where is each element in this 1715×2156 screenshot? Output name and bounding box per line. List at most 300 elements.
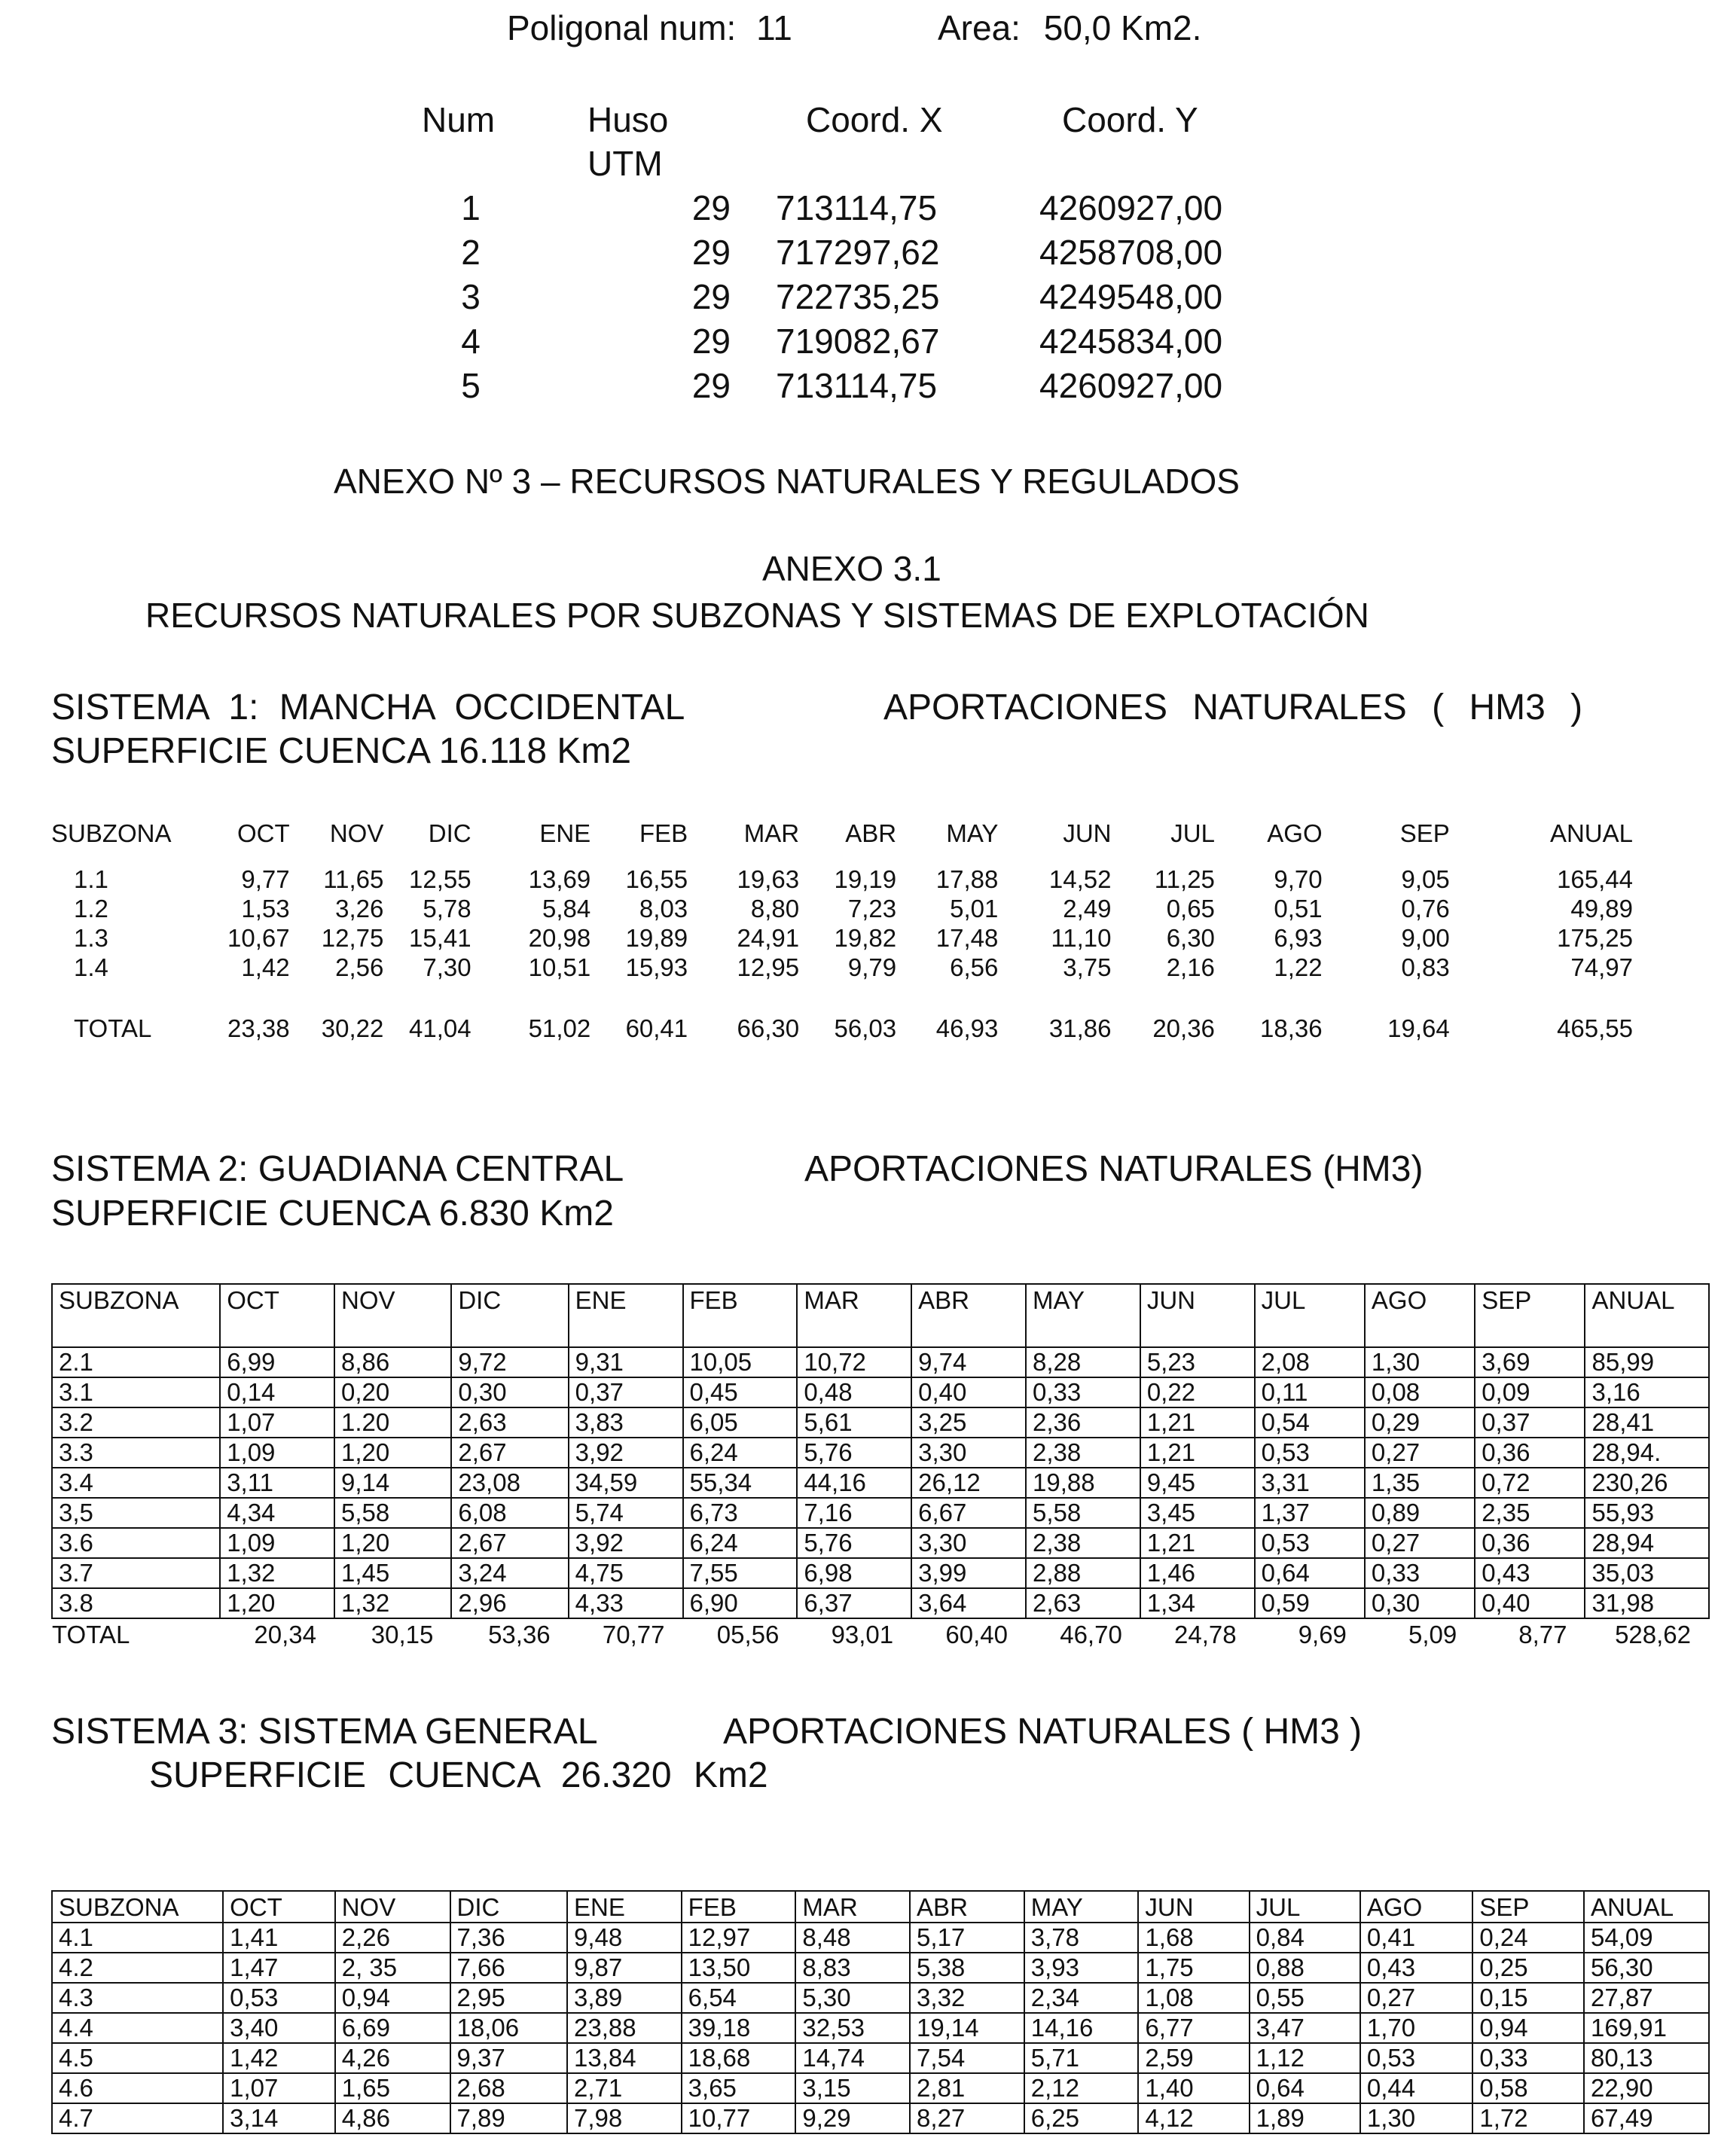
table-cell: 0,40: [911, 1377, 1026, 1407]
table-cell: 5,38: [910, 1953, 1024, 1983]
table-cell: 0,14: [220, 1377, 334, 1407]
column-header: ANUAL: [1584, 1891, 1709, 1923]
table-cell: 7,54: [910, 2043, 1024, 2073]
table-cell: 12,75: [321, 923, 384, 952]
table-cell: 0,41: [1360, 1923, 1472, 1953]
table-cell: 6,73: [683, 1498, 798, 1528]
table-cell: 11,10: [1051, 923, 1112, 952]
table-cell: 7,23: [847, 894, 897, 922]
table-cell: 7,55: [683, 1558, 798, 1588]
table-cell: 18,68: [682, 2043, 796, 2073]
table-cell: 9,87: [567, 1953, 682, 1983]
table-cell: 6,98: [797, 1558, 911, 1588]
sistema2-title: SISTEMA 2: GUADIANA CENTRAL: [51, 1149, 624, 1189]
table-cell: 1,07: [223, 2073, 335, 2103]
table-cell: 39,18: [682, 2013, 796, 2043]
table-cell: 19,63: [737, 865, 800, 893]
table-cell: 5,84: [542, 894, 591, 922]
table-cell: 67,49: [1584, 2103, 1709, 2133]
table-cell: 74,97: [1570, 953, 1633, 981]
table-cell: 1,89: [1250, 2103, 1360, 2133]
table-cell: 5,61: [797, 1407, 911, 1438]
coordinate-cell: 5: [461, 366, 481, 405]
table-cell: 2,12: [1024, 2073, 1139, 2103]
poligonal-area-value: 50,0 Km2.: [1043, 8, 1202, 47]
table-cell: 11,25: [1154, 865, 1215, 893]
total-cell: 20,34: [254, 1621, 317, 1648]
column-header: MAY: [1024, 1891, 1139, 1923]
column-header: NOV: [335, 1891, 450, 1923]
table-cell: 80,13: [1584, 2043, 1709, 2073]
col-header-coord-x: Coord. X: [806, 100, 943, 139]
table-cell: 2,88: [1026, 1558, 1140, 1588]
table-cell: 6,25: [1024, 2103, 1139, 2133]
column-header: JUL: [1170, 819, 1215, 847]
table-cell: 4.2: [52, 1953, 223, 1983]
column-header: NOV: [329, 819, 384, 847]
table-cell: 2,08: [1255, 1347, 1365, 1377]
table-cell: 17,88: [935, 865, 999, 893]
table-cell: 6,54: [682, 1983, 796, 2013]
table-cell: 6,30: [1166, 923, 1215, 952]
column-header: FEB: [683, 1284, 798, 1347]
coordinates-body: [422, 184, 1265, 406]
table-cell: 3,64: [911, 1588, 1026, 1618]
table-cell: 1,32: [220, 1558, 334, 1588]
column-header: AGO: [1365, 1284, 1475, 1347]
table-cell: 1,30: [1360, 2103, 1472, 2133]
anexo-subtitle: ANEXO 3.1: [762, 549, 941, 588]
table-cell: 2,68: [450, 2073, 567, 2103]
table-cell: 3,16: [1585, 1377, 1709, 1407]
table-cell: 0,24: [1472, 1923, 1584, 1953]
table-cell: 2,16: [1166, 953, 1215, 981]
coordinate-cell: 29: [691, 322, 731, 361]
table-cell: 0,94: [1472, 2013, 1584, 2043]
total-cell: 66,30: [737, 1014, 800, 1042]
table-cell: 1.4: [74, 953, 108, 981]
table-cell: 26,12: [911, 1468, 1026, 1498]
table-cell: 0,30: [451, 1377, 568, 1407]
table-cell: 32,53: [795, 2013, 910, 2043]
table-cell: 8,83: [795, 1953, 910, 1983]
coordinates-header-row-2: [422, 140, 1265, 184]
table-cell: 1,07: [220, 1407, 334, 1438]
column-header: DIC: [450, 1891, 567, 1923]
table-cell: 0,08: [1365, 1377, 1475, 1407]
column-header: ABR: [910, 1891, 1024, 1923]
table-cell: 3,78: [1024, 1923, 1139, 1953]
table-cell: 6,05: [683, 1407, 798, 1438]
sistema3-title: SISTEMA 3: SISTEMA GENERAL: [51, 1712, 598, 1752]
table-cell: 5,74: [569, 1498, 683, 1528]
table-cell: 9,31: [569, 1347, 683, 1377]
table-cell: 4,33: [569, 1588, 683, 1618]
table-cell: 1,72: [1472, 2103, 1584, 2133]
table-cell: 8,27: [910, 2103, 1024, 2133]
table-cell: 3.1: [52, 1377, 220, 1407]
coordinate-cell: 1: [461, 188, 481, 227]
table-cell: 2,95: [450, 1983, 567, 2013]
total-cell: 23,38: [227, 1014, 290, 1042]
table-cell: 1,65: [335, 2073, 450, 2103]
table-cell: 0,37: [1475, 1407, 1585, 1438]
sistema3-table: [51, 1890, 1710, 2134]
table-cell: 4.5: [52, 2043, 223, 2073]
total-cell: 24,78: [1174, 1621, 1237, 1648]
table-cell: 9,05: [1401, 865, 1450, 893]
table-cell: 0,83: [1401, 953, 1450, 981]
table-cell: 14,16: [1024, 2013, 1139, 2043]
table-cell: 2,34: [1024, 1983, 1139, 2013]
table-cell: 24,91: [737, 923, 800, 952]
table-cell: 2, 35: [335, 1953, 450, 1983]
table-cell: 2,56: [335, 953, 384, 981]
table-cell: 0,33: [1472, 2043, 1584, 2073]
table-cell: 28,41: [1585, 1407, 1709, 1438]
table-cell: 6,67: [911, 1498, 1026, 1528]
total-cell: 46,93: [935, 1014, 999, 1042]
table-cell: 8,03: [639, 894, 688, 922]
table-cell: 5,58: [1026, 1498, 1140, 1528]
table-cell: 0,55: [1250, 1983, 1360, 2013]
table-cell: 3,92: [569, 1528, 683, 1558]
total-cell: 70,77: [602, 1621, 665, 1648]
coordinate-cell: 717297,62: [776, 233, 940, 272]
col-header-utm: UTM: [587, 144, 663, 183]
coordinate-cell: 3: [461, 277, 481, 316]
table-row: [51, 953, 1633, 982]
column-header: AGO: [1360, 1891, 1472, 1923]
table-cell: 0,27: [1365, 1528, 1475, 1558]
poligonal-area-label: Area:: [938, 8, 1021, 47]
coordinates-header-row: [422, 96, 1265, 140]
table-cell: 3.3: [52, 1438, 220, 1468]
table-cell: 15,93: [625, 953, 688, 981]
coordinate-cell: 29: [691, 366, 731, 405]
table-cell: 2,38: [1026, 1528, 1140, 1558]
table-cell: 0,51: [1274, 894, 1323, 922]
table-cell: 0,88: [1250, 1953, 1360, 1983]
table-cell: 9,72: [451, 1347, 568, 1377]
table-cell: 6,77: [1138, 2013, 1249, 2043]
column-header: ENE: [567, 1891, 682, 1923]
table-cell: 0,53: [223, 1983, 335, 2013]
table-cell: 0,65: [1166, 894, 1215, 922]
table-cell: 0,64: [1250, 2073, 1360, 2103]
table-cell: 9,74: [911, 1347, 1026, 1377]
table-cell: 23,08: [451, 1468, 568, 1498]
total-cell: 30,15: [371, 1621, 434, 1648]
table-cell: 27,87: [1584, 1983, 1709, 2013]
column-header: SEP: [1475, 1284, 1585, 1347]
anexo-subheading: RECURSOS NATURALES POR SUBZONAS Y SISTEMAS DE EXPLOTACIÓN: [145, 596, 1369, 635]
table-cell: 1,08: [1138, 1983, 1249, 2013]
total-cell: 19,64: [1387, 1014, 1450, 1042]
table-cell: 0,37: [569, 1377, 683, 1407]
table-row: [52, 2043, 1709, 2073]
table-row: [52, 1377, 1709, 1407]
table-cell: 23,88: [567, 2013, 682, 2043]
table-cell: 6,99: [220, 1347, 334, 1377]
table-cell: 1,20: [334, 1528, 451, 1558]
table-cell: 8,86: [334, 1347, 451, 1377]
total-cell: 31,86: [1048, 1014, 1112, 1042]
table-cell: 3,5: [52, 1498, 220, 1528]
table-cell: 4.3: [52, 1983, 223, 2013]
table-cell: 3,32: [910, 1983, 1024, 2013]
coordinates-table: [422, 96, 1265, 406]
table-cell: 2.1: [52, 1347, 220, 1377]
table-cell: 1,34: [1140, 1588, 1255, 1618]
table-cell: 1,70: [1360, 2013, 1472, 2043]
column-header: OCT: [220, 1284, 334, 1347]
coordinate-row: [422, 361, 1265, 406]
table-cell: 9,79: [847, 953, 897, 981]
table-cell: 0,29: [1365, 1407, 1475, 1438]
table-cell: 0,30: [1365, 1588, 1475, 1618]
table-cell: 2,49: [1063, 894, 1112, 922]
table-cell: 5,23: [1140, 1347, 1255, 1377]
total-cell: 60,40: [945, 1621, 1008, 1648]
total-cell: 05,56: [716, 1621, 780, 1648]
column-header: MAY: [1026, 1284, 1140, 1347]
table-row: [52, 2013, 1709, 2043]
table-cell: 5,78: [423, 894, 471, 922]
coordinate-cell: 722735,25: [776, 277, 940, 316]
table-cell: 0,27: [1365, 1438, 1475, 1468]
table-cell: 3,45: [1140, 1498, 1255, 1528]
coordinate-cell: 29: [691, 277, 731, 316]
sistema1-aportaciones: APORTACIONES NATURALES ( HM3 ): [883, 688, 1583, 727]
table-cell: 3,93: [1024, 1953, 1139, 1983]
table-cell: 9,37: [450, 2043, 567, 2073]
table-cell: 1,32: [334, 1588, 451, 1618]
table-cell: 1,30: [1365, 1347, 1475, 1377]
table-cell: 13,50: [682, 1953, 796, 1983]
table-cell: 0,89: [1365, 1498, 1475, 1528]
column-header: JUN: [1140, 1284, 1255, 1347]
column-header: JUN: [1063, 819, 1112, 847]
coordinate-cell: 4: [461, 322, 481, 361]
table-cell: 31,98: [1585, 1588, 1709, 1618]
total-cell: 20,36: [1152, 1014, 1215, 1042]
table-cell: 5,71: [1024, 2043, 1139, 2073]
column-header: FEB: [639, 819, 688, 847]
table-cell: 9,00: [1401, 923, 1450, 952]
table-cell: 35,03: [1585, 1558, 1709, 1588]
table-cell: 4,12: [1138, 2103, 1249, 2133]
table-cell: 0,43: [1475, 1558, 1585, 1588]
table-cell: 4,26: [335, 2043, 450, 2073]
table-cell: 1,42: [241, 953, 290, 981]
table-cell: 2,71: [567, 2073, 682, 2103]
coordinate-cell: 29: [691, 233, 731, 272]
table-cell: 19,88: [1026, 1468, 1140, 1498]
table-row: [51, 923, 1633, 953]
table-cell: 20,98: [528, 923, 591, 952]
column-header: OCT: [236, 819, 290, 847]
table-cell: 10,72: [797, 1347, 911, 1377]
total-cell: 93,01: [831, 1621, 894, 1648]
table-cell: 1,12: [1250, 2043, 1360, 2073]
table-cell: 0,48: [797, 1377, 911, 1407]
sistema1-superficie: SUPERFICIE CUENCA 16.118 Km2: [51, 731, 632, 771]
table-cell: 1,42: [223, 2043, 335, 2073]
table-cell: 5,01: [950, 894, 999, 922]
column-header: DIC: [428, 819, 471, 847]
coordinate-cell: 713114,75: [776, 366, 938, 405]
table-cell: 9,77: [241, 865, 290, 893]
table-cell: 1,09: [220, 1438, 334, 1468]
table-cell: 1,35: [1365, 1468, 1475, 1498]
column-header: SUBZONA: [52, 1284, 220, 1347]
table-cell: 5,76: [797, 1438, 911, 1468]
table-cell: 3,75: [1063, 953, 1112, 981]
table-cell: 7,89: [450, 2103, 567, 2133]
table-cell: 10,51: [528, 953, 591, 981]
column-header: ANUAL: [1585, 1284, 1709, 1347]
table-cell: 22,90: [1584, 2073, 1709, 2103]
table-cell: 1,75: [1138, 1953, 1249, 1983]
table-cell: 1,37: [1255, 1498, 1365, 1528]
table-row: [52, 2103, 1709, 2133]
table-cell: 15,41: [409, 923, 471, 952]
table-row: [52, 1407, 1709, 1438]
table-cell: 6,69: [335, 2013, 450, 2043]
total-cell: 30,22: [321, 1014, 384, 1042]
table-row: [52, 1983, 1709, 2013]
anexo-title: ANEXO Nº 3 – RECURSOS NATURALES Y REGULADOS: [334, 462, 1240, 501]
table-row: [52, 1498, 1709, 1528]
table-cell: 13,84: [567, 2043, 682, 2073]
table-cell: 2,81: [910, 2073, 1024, 2103]
table-cell: 3,30: [911, 1438, 1026, 1468]
table-cell: 3.4: [52, 1468, 220, 1498]
table-cell: 3,40: [223, 2013, 335, 2043]
table-cell: 3.7: [52, 1558, 220, 1588]
table-cell: 6,37: [797, 1588, 911, 1618]
table-cell: 0,94: [335, 1983, 450, 2013]
table-cell: 16,55: [625, 865, 688, 893]
table-cell: 2,36: [1026, 1407, 1140, 1438]
table-cell: 6,24: [683, 1528, 798, 1558]
table-cell: 0,09: [1475, 1377, 1585, 1407]
table-cell: 1.2: [74, 894, 108, 922]
table-cell: 2,67: [451, 1528, 568, 1558]
total-label: TOTAL: [52, 1621, 130, 1648]
table-cell: 28,94: [1585, 1528, 1709, 1558]
coordinate-cell: 4245834,00: [1039, 322, 1223, 361]
table-cell: 9,45: [1140, 1468, 1255, 1498]
table-cell: 7,66: [450, 1953, 567, 1983]
table-cell: 230,26: [1585, 1468, 1709, 1498]
coordinate-cell: 4260927,00: [1039, 188, 1223, 227]
table-cell: 3,92: [569, 1438, 683, 1468]
table-cell: 6,93: [1274, 923, 1323, 952]
column-header: SEP: [1399, 819, 1450, 847]
table-cell: 0,33: [1026, 1377, 1140, 1407]
column-header: ANUAL: [1549, 819, 1633, 847]
table-cell: 56,30: [1584, 1953, 1709, 1983]
table-cell: 5,17: [910, 1923, 1024, 1953]
column-header: NOV: [334, 1284, 451, 1347]
table-cell: 3.2: [52, 1407, 220, 1438]
table-cell: 1,21: [1140, 1407, 1255, 1438]
total-cell: 8,77: [1518, 1621, 1567, 1648]
poligonal-header: [507, 8, 792, 48]
column-header: AGO: [1267, 819, 1323, 847]
total-cell: 528,62: [1615, 1621, 1691, 1648]
coordinate-cell: 29: [691, 188, 731, 227]
table-cell: 12,95: [737, 953, 800, 981]
table-cell: 1,09: [220, 1528, 334, 1558]
table-cell: 6,90: [683, 1588, 798, 1618]
poligonal-num-label: Poligonal num:: [507, 8, 737, 47]
table-cell: 2,59: [1138, 2043, 1249, 2073]
table-cell: 3,26: [335, 894, 384, 922]
table-cell: 7,16: [797, 1498, 911, 1528]
table-cell: 14,74: [795, 2043, 910, 2073]
table-cell: 1,47: [223, 1953, 335, 1983]
table-cell: 3,89: [567, 1983, 682, 2013]
table-cell: 1,21: [1140, 1528, 1255, 1558]
column-header: SEP: [1472, 1891, 1584, 1923]
table-cell: 0,20: [334, 1377, 451, 1407]
table-cell: 19,14: [910, 2013, 1024, 2043]
sistema2-header-row: [52, 1284, 1709, 1347]
table-cell: 1,22: [1274, 953, 1323, 981]
table-row: [52, 1347, 1709, 1377]
table-cell: 0,76: [1401, 894, 1450, 922]
column-header: SUBZONA: [52, 1891, 223, 1923]
table-cell: 44,16: [797, 1468, 911, 1498]
table-cell: 0,58: [1472, 2073, 1584, 2103]
table-cell: 7,36: [450, 1923, 567, 1953]
table-row: [52, 1558, 1709, 1588]
sistema1-title: SISTEMA 1: MANCHA OCCIDENTAL: [51, 688, 685, 727]
poligonal-num-value: 11: [756, 8, 792, 47]
table-cell: 49,89: [1570, 894, 1633, 922]
table-cell: 4,75: [569, 1558, 683, 1588]
table-cell: 3,99: [911, 1558, 1026, 1588]
table-cell: 54,09: [1584, 1923, 1709, 1953]
table-cell: 1,21: [1140, 1438, 1255, 1468]
table-cell: 6,24: [683, 1438, 798, 1468]
coordinate-cell: 719082,67: [776, 322, 940, 361]
table-row: [52, 1528, 1709, 1558]
table-cell: 12,97: [682, 1923, 796, 1953]
table-cell: 175,25: [1557, 923, 1633, 952]
column-header: MAR: [743, 819, 800, 847]
column-header: ABR: [911, 1284, 1026, 1347]
total-cell: 5,09: [1408, 1621, 1457, 1648]
table-cell: 8,48: [795, 1923, 910, 1953]
table-cell: 0,36: [1475, 1438, 1585, 1468]
table-cell: 3,15: [795, 2073, 910, 2103]
sistema2-table: [51, 1283, 1710, 1649]
table-cell: 4.4: [52, 2013, 223, 2043]
table-cell: 1,53: [241, 894, 290, 922]
column-header: FEB: [682, 1891, 796, 1923]
table-cell: 1,40: [1138, 2073, 1249, 2103]
table-cell: 1,68: [1138, 1923, 1249, 1953]
table-cell: 13,69: [528, 865, 591, 893]
column-header: JUN: [1138, 1891, 1249, 1923]
column-header: SUBZONA: [51, 819, 172, 847]
table-row: [51, 865, 1633, 894]
table-row: [52, 1923, 1709, 1953]
